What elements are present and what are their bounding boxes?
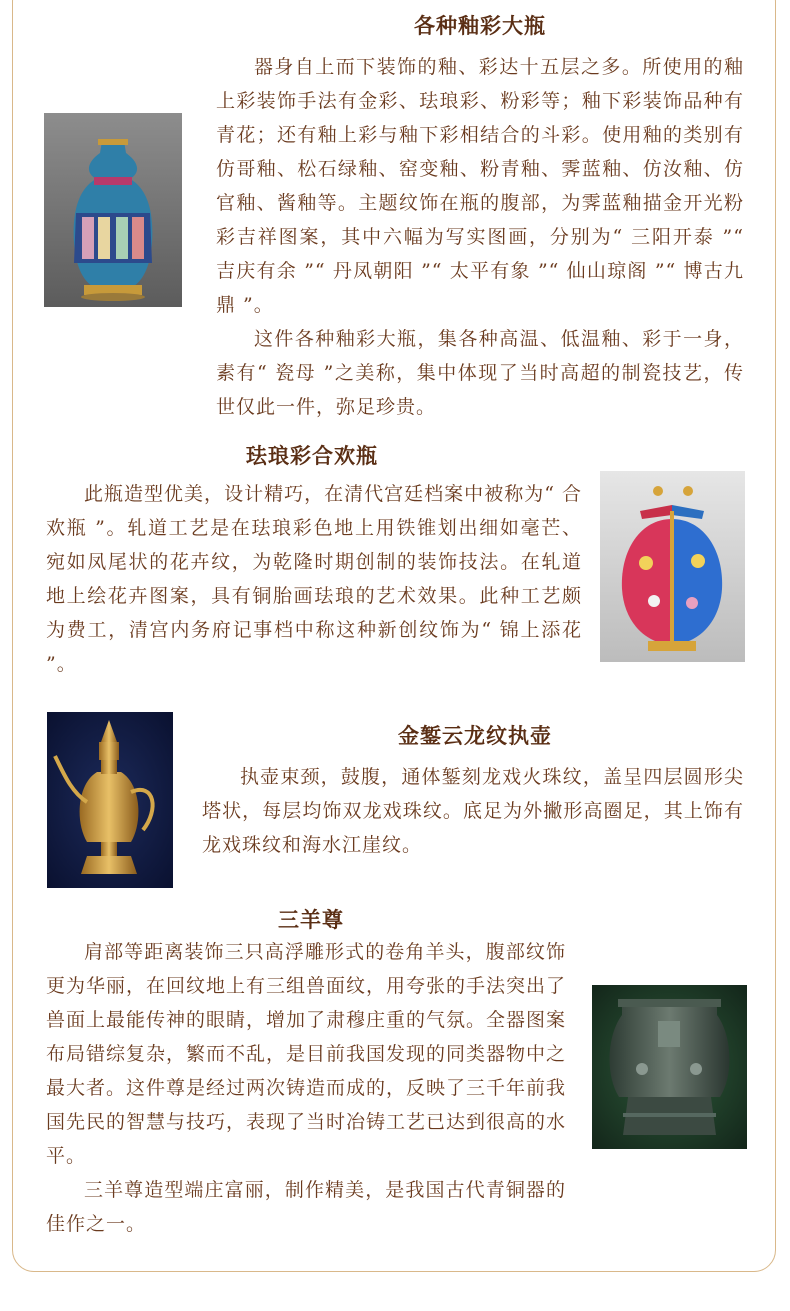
section-body-1 [216,50,744,424]
paragraph: 肩部等距离装饰三只高浮雕形式的卷角羊头，腹部纹饰更为华丽，在回纹地上有三组兽面纹，用夸张的手法突出了兽面上最能传神的眼睛，增加了肃穆庄重的气氛。全器图案布局错综复杂，繁而不乱，是目前我国发现的同类器物中之最大者。这件尊是经过两次铸造而成的，反映了三千年前我国先民的智慧与技巧，表现了当时冶铸工艺已达到很高的水平。 [46,941,567,1167]
section-body-2 [46,477,582,681]
section-body-4 [46,935,566,1241]
paragraph: 此瓶造型优美，设计精巧，在清代宫廷档案中被称为“ 合欢瓶 ”。轧道工艺是在珐琅彩色地上用铁锥划出细如毫芒、宛如凤尾状的花卉纹，为乾隆时期创制的装饰技法。在轧道地上绘花卉图案，具有铜胎画珐琅的艺术效果。此种工艺颇为费工，清宫内务府记事档中称这种新创纹饰为“ 锦上添花 ”。 [46,483,582,675]
section-title-3: 金錾云龙纹执壶 [398,723,552,748]
vase-famille-rose-photo [44,113,182,307]
gold-ewer-photo [47,712,173,888]
bronze-zun-photo [592,985,747,1149]
paragraph: 这件各种釉彩大瓶，集各种高温、低温釉、彩于一身，素有“ 瓷母 ”之美称，集中体现了当时高超的制瓷技艺，传世仅此一件，弥足珍贵。 [216,328,744,418]
section-title-4: 三羊尊 [278,907,344,932]
twin-enamel-vase-photo [600,471,745,662]
paragraph: 器身自上而下装饰的釉、彩达十五层之多。所使用的釉上彩装饰手法有金彩、珐琅彩、粉彩等；釉下彩装饰品种有青花；还有釉上彩与釉下彩相结合的斗彩。使用釉的类别有仿哥釉、松石绿釉、窑变釉、粉青釉、霁蓝釉、仿汝釉、仿官釉、酱釉等。主题纹饰在瓶的腹部，为霁蓝釉描金开光粉彩吉祥图案，其中六幅为写实图画，分别为“ 三阳开泰 ”“ 吉庆有余 ”“ 丹凤朝阳 ”“ 太平有象 ”“ 仙山琼阁 ”“ 博古九鼎 ”。 [216,56,744,316]
section-title-2: 珐琅彩合欢瓶 [246,443,378,468]
paragraph: 执壶束颈，鼓腹，通体錾刻龙戏火珠纹，盖呈四层圆形尖塔状，每层均饰双龙戏珠纹。底足为外撇形高圈足，其上饰有龙戏珠纹和海水江崖纹。 [202,766,744,856]
section-title-1: 各种釉彩大瓶 [414,13,546,38]
section-body-3 [202,760,744,862]
paragraph: 三羊尊造型端庄富丽，制作精美，是我国古代青铜器的佳作之一。 [46,1179,566,1235]
